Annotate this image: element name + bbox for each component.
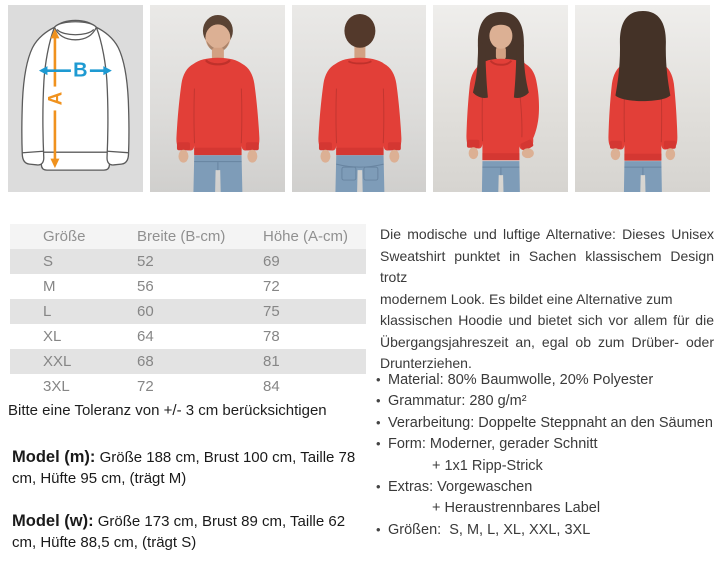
size-table-cell: 69 (263, 253, 280, 270)
size-table-cell: 72 (263, 278, 280, 295)
model-w-text: Größe 173 cm, Brust 89 cm, Taille 62 cm, Hüfte 88,5 cm, (trägt S) (12, 513, 346, 551)
product-photo-woman-back (575, 5, 710, 192)
description-line: Übergangsjahreszeit an, egal ob zum Drüber- oder (380, 333, 714, 350)
feature-text: + 1x1 Ripp-Strick (432, 457, 543, 474)
model-m-info (12, 447, 364, 489)
size-table-row (10, 249, 366, 274)
size-table-row (10, 299, 366, 324)
woman-front-figure (433, 5, 568, 192)
size-table-cell: 60 (137, 303, 154, 320)
woman-back-figure (575, 5, 710, 192)
label-a: A (45, 91, 67, 106)
feature-text: Material: 80% Baumwolle, 20% Polyester (388, 372, 654, 388)
size-table-cell: 84 (263, 378, 280, 395)
man-back-figure (292, 5, 427, 192)
feature-item (375, 434, 717, 455)
size-table-row (10, 374, 366, 399)
size-table-cell: L (43, 303, 52, 320)
size-table-cell: M (43, 278, 56, 295)
col-header-hoehe: Höhe (A-cm) (263, 228, 349, 245)
feature-item (375, 391, 717, 412)
bullet-icon: • (376, 479, 381, 495)
size-table-cell: XL (43, 328, 62, 345)
tolerance-note: Bitte eine Toleranz von +/- 3 cm berücksichtigen (8, 402, 327, 419)
size-table-cell: XXL (43, 353, 72, 370)
feature-item (375, 456, 717, 477)
size-table-row (10, 324, 366, 349)
bullet-icon: • (376, 521, 381, 537)
model-w-info (12, 511, 364, 553)
size-table-cell: 78 (263, 328, 280, 345)
product-description (380, 224, 714, 375)
sweatshirt-measurement-graphic (8, 5, 143, 192)
size-table-row (10, 274, 366, 299)
product-photo-woman-front (433, 5, 568, 192)
description-line: klassischen Hoodie und bietet sich vor allem für die (380, 312, 714, 328)
product-photo-man-front (150, 5, 285, 192)
bullet-icon: • (376, 393, 381, 409)
man-front-figure (150, 5, 285, 192)
col-header-breite: Breite (B-cm) (137, 228, 226, 245)
description-line: Drunterziehen. (380, 355, 472, 371)
sweatshirt-waistband (41, 152, 109, 170)
bullet-icon: • (376, 372, 381, 387)
feature-item (375, 520, 717, 541)
feature-text: Größen: S, M, L, XL, XXL, 3XL (388, 521, 591, 538)
description-line: modernem Look. Es bildet eine Alternative zum (380, 290, 673, 307)
label-b: B (73, 59, 88, 82)
size-table (10, 224, 366, 399)
feature-item (375, 498, 717, 519)
size-table-cell: 68 (137, 353, 154, 370)
size-table-cell: 81 (263, 353, 280, 370)
size-table-cell: 75 (263, 303, 280, 320)
description-line: Sweatshirt punktet in Sachen klassischem Design trotz (380, 247, 714, 285)
size-table-cell: 3XL (43, 378, 70, 395)
bullet-icon: • (376, 414, 381, 430)
feature-text: Extras: Vorgewaschen (388, 479, 533, 496)
feature-list (375, 370, 717, 541)
col-header-groesse: Größe (43, 228, 86, 245)
size-table-cell: 64 (137, 328, 154, 345)
feature-text: Grammatur: 280 g/m² (388, 393, 527, 410)
size-table-header-row (10, 224, 366, 249)
size-table-cell: 72 (137, 378, 154, 395)
feature-item (375, 477, 717, 498)
feature-item (375, 370, 717, 391)
size-table-cell: 56 (137, 278, 154, 295)
size-diagram-image (8, 5, 143, 192)
model-m-label: Model (m): (12, 448, 96, 466)
feature-item (375, 413, 717, 434)
size-table-row (10, 349, 366, 374)
description-line: Die modische und luftige Alternative: Dieses Unisex (380, 226, 714, 242)
size-table-cell: 52 (137, 253, 154, 270)
feature-text: Form: Moderner, gerader Schnitt (388, 436, 598, 453)
model-w-label: Model (w): (12, 512, 94, 530)
product-image-gallery (8, 5, 710, 192)
model-m-text: Größe 188 cm, Brust 100 cm, Taille 78 cm, Hüfte 95 cm, (trägt M) (12, 449, 356, 487)
size-table-cell: S (43, 253, 54, 270)
size-table-body (10, 249, 366, 399)
product-photo-man-back (292, 5, 427, 192)
bullet-icon: • (376, 436, 381, 452)
feature-text: + Heraustrennbares Label (432, 500, 601, 517)
feature-text: Verarbeitung: Doppelte Steppnaht an den Säumen (388, 414, 713, 431)
